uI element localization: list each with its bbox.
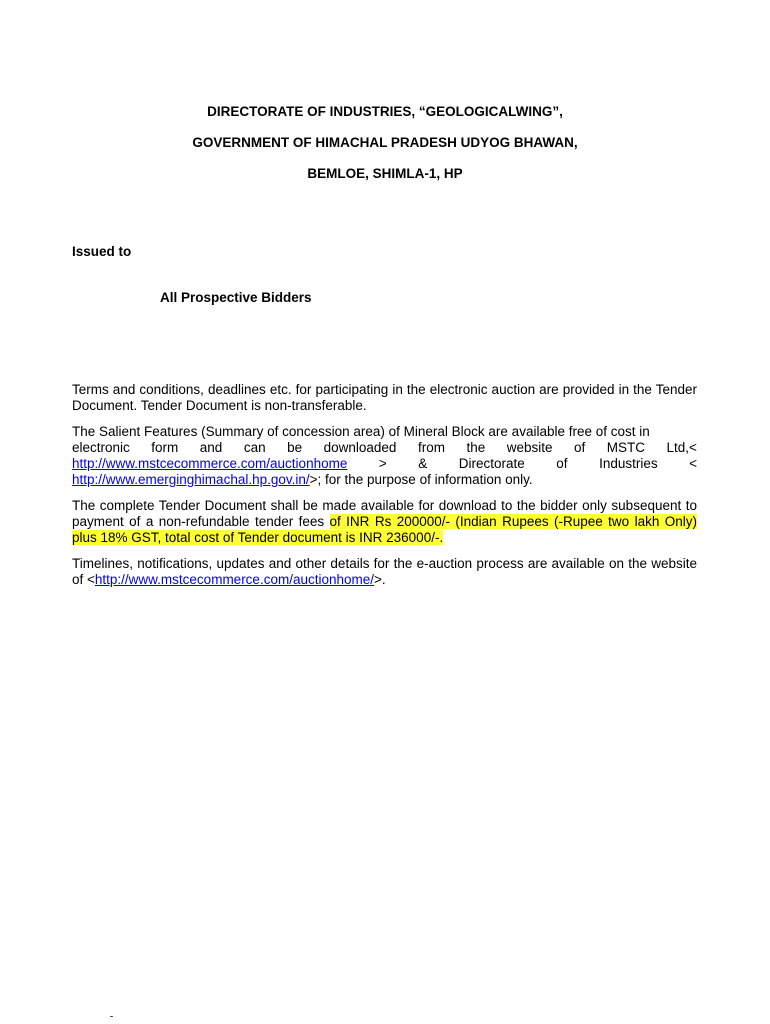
tender-fee-highlight: of INR Rs 200000/- (Indian Rupees (-Rupee two lakh Only) plus 18% GST, total cost of Tender document is INR 236000/-. bbox=[72, 514, 697, 545]
paragraph-timelines bbox=[72, 556, 697, 588]
word: downloaded bbox=[323, 440, 397, 455]
word: Industries bbox=[599, 456, 658, 471]
salient-line-1-text: The Salient Features (Summary of concession area) of Mineral Block are available free of cost in bbox=[72, 424, 650, 439]
paragraph-terms: Terms and conditions, deadlines etc. for participating in the electronic auction are provided in the Tender Document. Tender Document is non-transferable. bbox=[72, 382, 697, 413]
word: MSTC bbox=[606, 440, 646, 455]
salient-line-4-text: >; for the purpose of information only. bbox=[309, 472, 533, 487]
word: form bbox=[151, 440, 179, 455]
word: and bbox=[199, 440, 223, 455]
header-line-1: DIRECTORATE OF INDUSTRIES, “GEOLOGICALWING”, bbox=[207, 104, 563, 119]
header-line-2: GOVERNMENT OF HIMACHAL PRADESH UDYOG BHAWAN, bbox=[192, 135, 578, 150]
mstc-auction-link[interactable]: http://www.mstcecommerce.com/auctionhome bbox=[72, 456, 348, 471]
timelines-text: Timelines, notifications, updates and other details for the e-auction process are available on the website of < bbox=[72, 556, 697, 587]
word: of bbox=[574, 440, 586, 455]
word: > bbox=[378, 456, 387, 471]
timelines-tail: >. bbox=[374, 572, 386, 587]
word: website bbox=[506, 440, 553, 455]
header-line-3: BEMLOE, SHIMLA-1, HP bbox=[307, 166, 463, 181]
salient-line-3 bbox=[72, 456, 697, 472]
word: electronic bbox=[72, 440, 130, 455]
salient-line-2 bbox=[72, 440, 697, 456]
word: & bbox=[418, 456, 428, 471]
recipient-label: All Prospective Bidders bbox=[160, 290, 312, 305]
word: Directorate bbox=[458, 456, 525, 471]
word: from bbox=[417, 440, 445, 455]
emerging-himachal-link[interactable]: http://www.emerginghimachal.hp.gov.in/ bbox=[72, 472, 310, 487]
word: Ltd,< bbox=[666, 440, 697, 455]
paragraph-salient-features bbox=[72, 424, 697, 488]
mstc-auction-link-2[interactable]: http://www.mstcecommerce.com/auctionhome/ bbox=[94, 572, 375, 587]
page-mark bbox=[110, 1016, 113, 1017]
word: the bbox=[466, 440, 486, 455]
word: of bbox=[556, 456, 568, 471]
document-body bbox=[72, 382, 697, 598]
document-header bbox=[72, 102, 698, 195]
word: < bbox=[689, 456, 697, 471]
salient-line-1 bbox=[72, 424, 697, 440]
issued-to-label: Issued to bbox=[72, 244, 132, 259]
paragraph-tender-document bbox=[72, 498, 697, 546]
salient-line-4 bbox=[72, 472, 697, 488]
tender-text: The complete Tender Document shall be made available for download to the bidder only subsequent to payment of a non-refundable tender fees bbox=[72, 498, 697, 529]
word: be bbox=[287, 440, 303, 455]
word: can bbox=[243, 440, 266, 455]
